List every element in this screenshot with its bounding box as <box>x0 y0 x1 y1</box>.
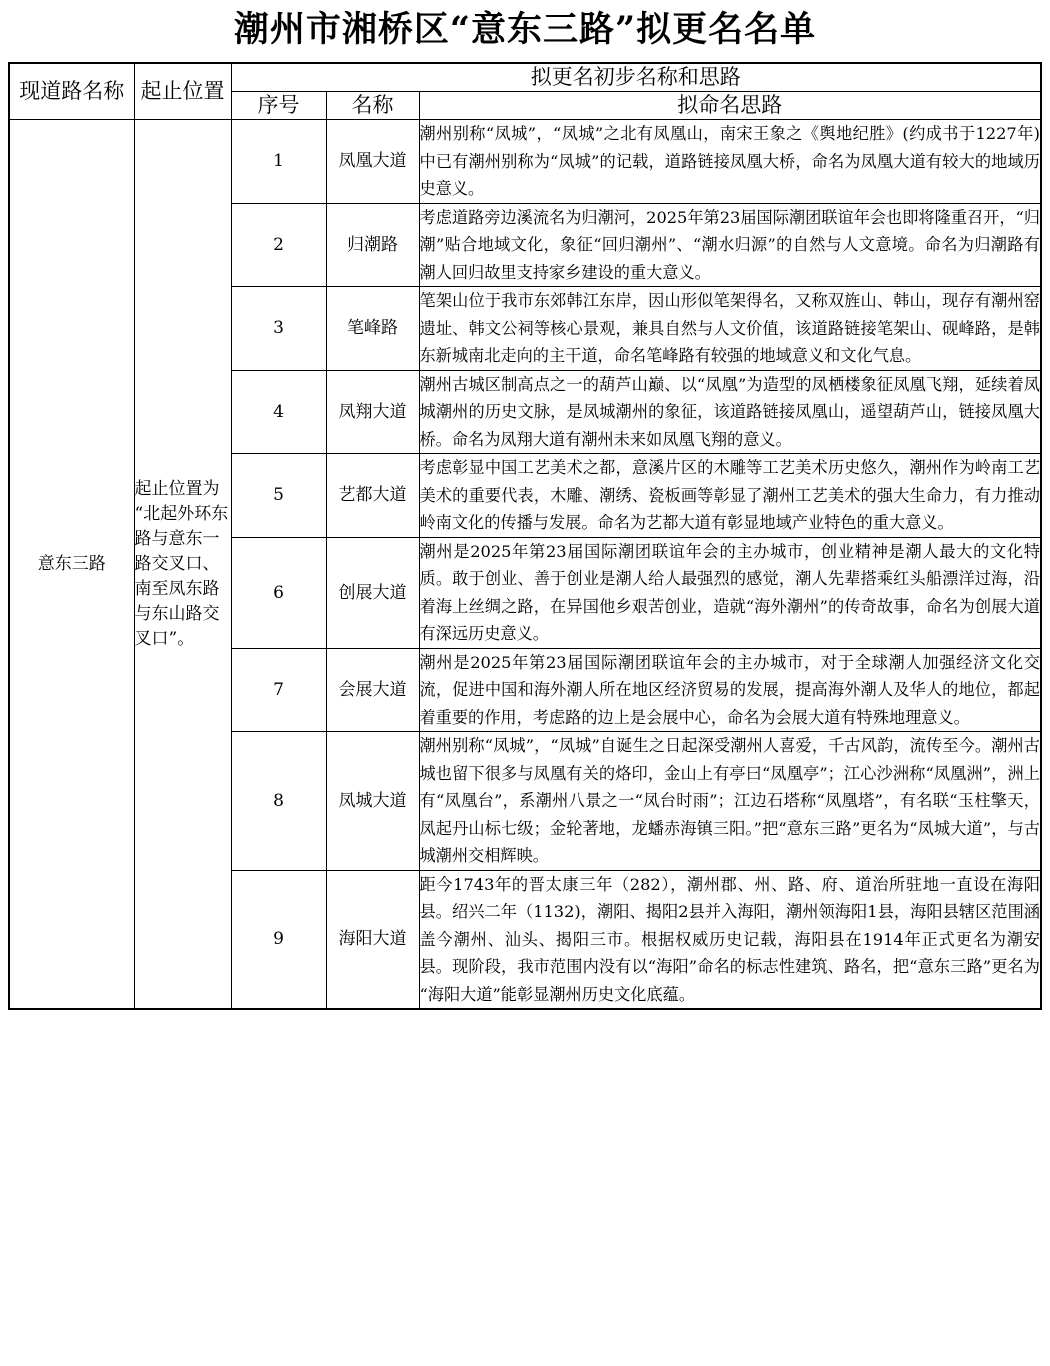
table-container <box>8 62 1048 1010</box>
cell-index: 2 <box>231 203 326 287</box>
cell-proposed-name: 凤翔大道 <box>326 370 419 454</box>
rename-proposal-table <box>8 62 1042 1010</box>
page-title: 潮州市湘桥区“意东三路”拟更名名单 <box>233 9 817 50</box>
column-header-proposal-group: 拟更名初步名称和思路 <box>231 63 1041 92</box>
cell-rationale: 考虑彰显中国工艺美术之都，意溪片区的木雕等工艺美术历史悠久，潮州作为岭南工艺美术的重要代表，木雕、潮绣、瓷板画等彰显了潮州工艺美术的强大生命力，有力推动岭南文化的传播与发展。命名为艺都大道有彰显地域产业特色的重大意义。 <box>419 454 1041 538</box>
cell-proposed-name: 创展大道 <box>326 537 419 648</box>
cell-rationale: 潮州别称“凤城”，“凤城”自诞生之日起深受潮州人喜爱，千古风韵，流传至今。潮州古城也留下很多与凤凰有关的烙印，金山上有亭曰“凤凰亭”；江心沙洲称“凤凰洲”，洲上有“凤凰台”，系潮州八景之一“凤台时雨”；江边石塔称“凤凰塔”，有名联“玉柱擎天，凤起丹山标七级；金轮著地，龙蟠赤海镇三阳。”把“意东三路”更名为“凤城大道”，与古城潮州交相辉映。 <box>419 732 1041 871</box>
cell-index: 6 <box>231 537 326 648</box>
column-header-current-road-name: 现道路名称 <box>9 63 134 120</box>
column-header-rationale: 拟命名思路 <box>419 92 1041 120</box>
cell-index: 7 <box>231 648 326 732</box>
column-header-start-end-position: 起止位置 <box>134 63 231 120</box>
cell-proposed-name: 凤凰大道 <box>326 120 419 204</box>
cell-proposed-name: 艺都大道 <box>326 454 419 538</box>
column-header-name: 名称 <box>326 92 419 120</box>
cell-index: 3 <box>231 287 326 371</box>
cell-rationale: 潮州别称“凤城”，“凤城”之北有凤凰山，南宋王象之《舆地纪胜》(约成书于1227年)中已有潮州别称为“凤城”的记载，道路链接凤凰大桥，命名为凤凰大道有较大的地域历史意义。 <box>419 120 1041 204</box>
header-row-top <box>9 63 1041 92</box>
cell-index: 5 <box>231 454 326 538</box>
table-head <box>9 63 1041 120</box>
cell-rationale: 考虑道路旁边溪流名为归潮河，2025年第23届国际潮团联谊年会也即将隆重召开，“归潮”贴合地域文化，象征“回归潮州”、“潮水归源”的自然与人文意境。命名为归潮路有潮人回归故里支持家乡建设的重大意义。 <box>419 203 1041 287</box>
cell-index: 8 <box>231 732 326 871</box>
cell-rationale: 距今1743年的晋太康三年（282），潮州郡、州、路、府、道治所驻地一直设在海阳县。绍兴二年（1132)，潮阳、揭阳2县并入海阳，潮州领海阳1县，海阳县辖区范围涵盖今潮州、汕头、揭阳三市。根据权威历史记载，海阳县在1914年正式更名为潮安县。现阶段，我市范围内没有以“海阳”命名的标志性建筑、路名，把“意东三路”更名为“海阳大道”能彰显潮州历史文化底蕴。 <box>419 870 1041 1009</box>
table-body <box>9 120 1041 1010</box>
cell-rationale: 潮州是2025年第23届国际潮团联谊年会的主办城市，对于全球潮人加强经济文化交流，促进中国和海外潮人所在地区经济贸易的发展，提高海外潮人及华人的地位，都起着重要的作用，考虑路的边上是会展中心，命名为会展大道有特殊地理意义。 <box>419 648 1041 732</box>
column-header-index: 序号 <box>231 92 326 120</box>
cell-proposed-name: 笔峰路 <box>326 287 419 371</box>
cell-index: 9 <box>231 870 326 1009</box>
cell-rationale: 笔架山位于我市东郊韩江东岸，因山形似笔架得名，又称双旌山、韩山，现存有潮州窑遗址、韩文公祠等核心景观，兼具自然与人文价值，该道路链接笔架山、砚峰路，是韩东新城南北走向的主干道，命名笔峰路有较强的地域意义和文化气息。 <box>419 287 1041 371</box>
cell-proposed-name: 归潮路 <box>326 203 419 287</box>
cell-index: 4 <box>231 370 326 454</box>
cell-proposed-name: 凤城大道 <box>326 732 419 871</box>
cell-current-road-name: 意东三路 <box>9 120 134 1010</box>
table-row <box>9 120 1041 204</box>
cell-start-end-position: 起止位置为“北起外环东路与意东一路交叉口、南至凤东路与东山路交叉口”。 <box>134 120 231 1010</box>
cell-rationale: 潮州古城区制高点之一的葫芦山巅、以“凤凰”为造型的凤栖楼象征凤凰飞翔，延续着凤城潮州的历史文脉，是凤城潮州的象征，该道路链接凤凰山，遥望葫芦山，链接凤凰大桥。命名为凤翔大道有潮州未来如凤凰飞翔的意义。 <box>419 370 1041 454</box>
cell-proposed-name: 海阳大道 <box>326 870 419 1009</box>
cell-proposed-name: 会展大道 <box>326 648 419 732</box>
cell-index: 1 <box>231 120 326 204</box>
cell-rationale: 潮州是2025年第23届国际潮团联谊年会的主办城市，创业精神是潮人最大的文化特质。敢于创业、善于创业是潮人给人最强烈的感觉，潮人先辈搭乘红头船漂洋过海，沿着海上丝绸之路，在异国他乡艰苦创业，造就“海外潮州”的传奇故事，命名为创展大道有深远历史意义。 <box>419 537 1041 648</box>
